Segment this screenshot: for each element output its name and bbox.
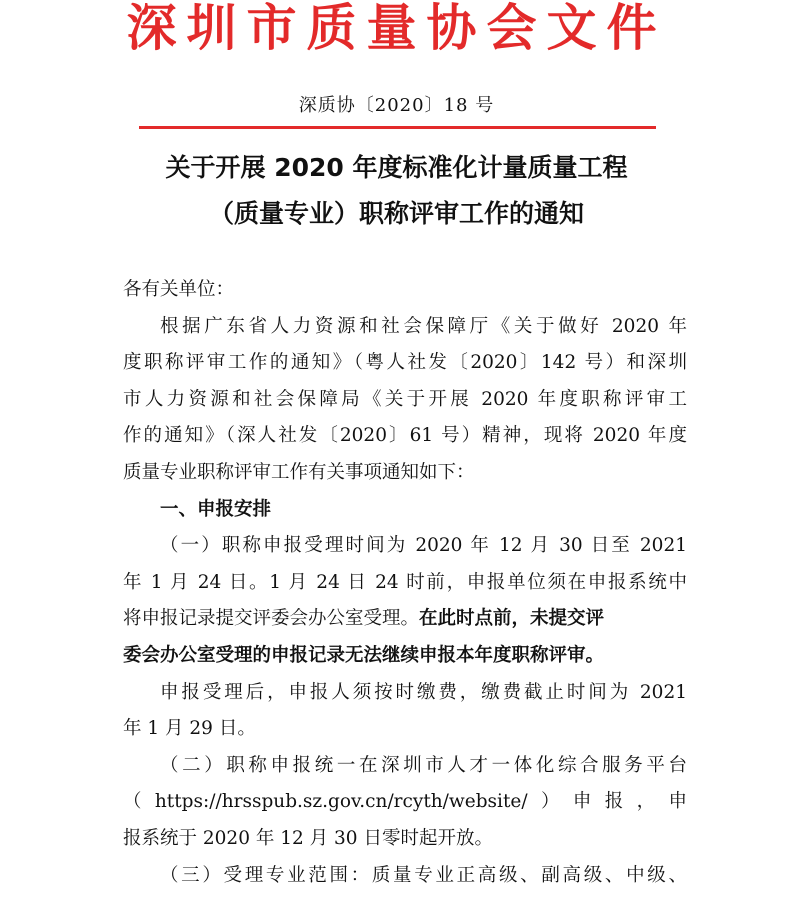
item2-line: （二）职称申报统一在深圳市人才一体化综合服务平台 (160, 754, 687, 776)
item1-line-mixed (123, 601, 687, 638)
salutation: 各有关单位： (123, 279, 235, 300)
document-body (123, 272, 687, 894)
header-divider-line (139, 126, 656, 129)
item2-line: 报系统于 2020 年 12 月 30 日零时起开放。 (123, 827, 493, 849)
intro-line: 市人力资源和社会保障局《关于开展 2020 年度职称评审工 (123, 388, 687, 410)
intro-line: 度职称评审工作的通知》（粤人社发〔2020〕142 号）和深圳 (123, 352, 687, 374)
intro-line: 根据广东省人力资源和社会保障厅《关于做好 2020 年 (160, 315, 687, 337)
item1-line: （一）职称申报受理时间为 2020 年 12 月 30 日至 2021 (160, 535, 687, 557)
document-title-line-1: 关于开展 2020 年度标准化计量质量工程 (165, 153, 628, 182)
item3-line: （三）受理专业范围：质量专业正高级、副高级、中级、 (160, 864, 687, 886)
section-heading: 一、申报安排 (160, 498, 272, 520)
document-number: 深质协〔2020〕18 号 (298, 95, 495, 116)
item1-bold-text: 在此时点前，未提交评 (419, 608, 605, 630)
document-title-line-2: （质量专业）职称评审工作的通知 (208, 199, 584, 228)
item1-bold-line: 委会办公室受理的申报记录无法继续申报本年度职称评审。 (123, 644, 605, 666)
item1-normal-text: 将申报记录提交评委会办公室受理。 (123, 608, 420, 630)
fee-line: 申报受理后，申报人须按时缴费，缴费截止时间为 2021 (160, 681, 687, 703)
item1-line: 年 1 月 24 日。1 月 24 日 24 时前，申报单位须在申报系统中 (123, 571, 687, 593)
intro-line: 质量专业职称评审工作有关事项通知如下： (123, 461, 475, 483)
item2-line: （https://hrsspub.sz.gov.cn/rcyth/website/）申报，申 (123, 791, 687, 813)
intro-line: 作的通知》（深人社发〔2020〕61 号）精神，现将 2020 年度 (123, 425, 687, 447)
org-document-header: 深圳市质量协会文件 (126, 0, 667, 57)
fee-line: 年 1 月 29 日。 (123, 718, 256, 740)
